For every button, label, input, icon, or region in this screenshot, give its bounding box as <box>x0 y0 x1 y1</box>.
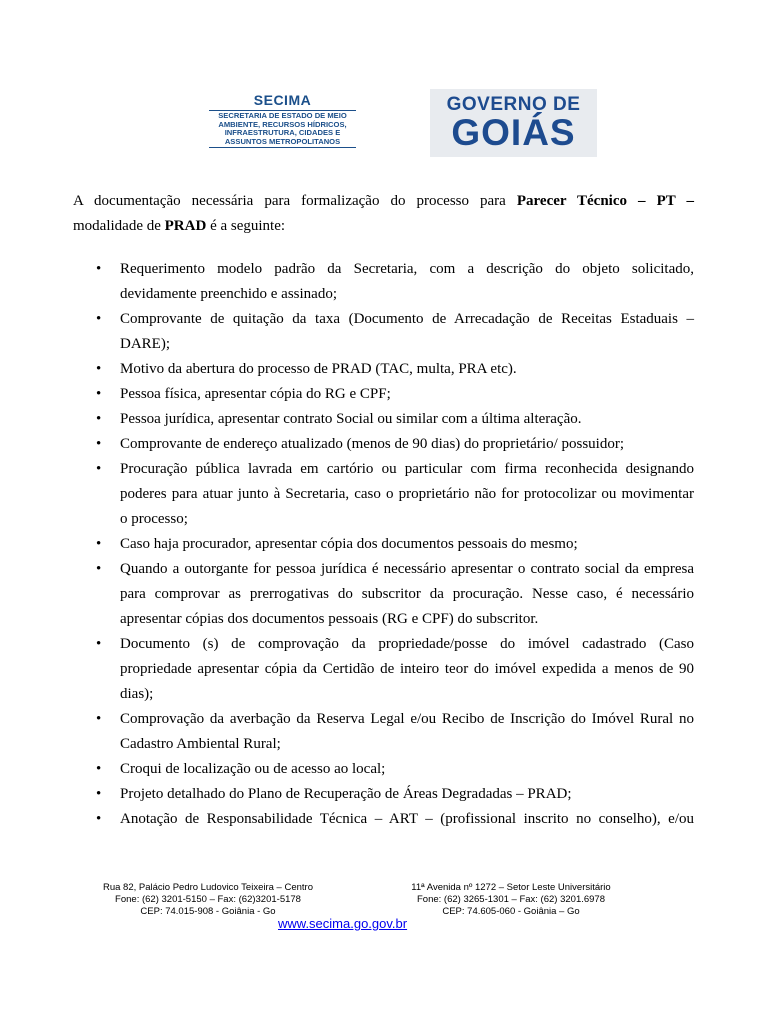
bullet-icon: • <box>96 711 102 727</box>
secima-logo-line: SECRETARIA DE ESTADO DE MEIO <box>218 111 347 120</box>
requirements-list <box>73 257 694 832</box>
footer-line: Fone: (62) 3265-1301 – Fax: (62) 3201.6978 <box>416 894 605 905</box>
goias-logo-bottom: GOIÁS <box>451 112 576 153</box>
footer-line: 11ª Avenida nº 1272 – Setor Leste Universitário <box>411 882 611 893</box>
footer-address-right <box>383 882 639 918</box>
intro-bold-parecer: Parecer Técnico – PT – <box>516 193 694 209</box>
secima-logo-line: ASSUNTOS METROPOLITANOS <box>224 136 341 146</box>
intro-text: é a seguinte: <box>206 218 286 234</box>
list-item-line: Projeto detalhado do Plano de Recuperação de Áreas Degradadas – PRAD; <box>120 786 572 802</box>
list-item-line: Comprovação da averbação da Reserva Legal e/ou Recibo de Inscrição do Imóvel Rural no <box>120 711 694 727</box>
list-item-text <box>120 357 694 382</box>
list-item-line: apresentar cópias dos documentos pessoais (RG e CPF) do subscritor. <box>120 611 539 627</box>
list-item-text <box>120 557 694 632</box>
list-item <box>73 382 694 407</box>
intro-line-1 <box>73 189 694 214</box>
list-item-text <box>120 532 694 557</box>
list-item-line: Motivo da abertura do processo de PRAD (TAC, multa, PRA etc). <box>120 361 517 377</box>
list-item <box>73 557 694 632</box>
bullet-icon: • <box>96 461 102 477</box>
list-item-text <box>120 782 694 807</box>
list-item-line: Caso haja procurador, apresentar cópia dos documentos pessoais do mesmo; <box>120 536 578 552</box>
list-item-line: Cadastro Ambiental Rural; <box>120 736 281 752</box>
bullet-icon: • <box>96 536 102 552</box>
intro-line-2 <box>73 214 694 239</box>
list-item-line: Anotação de Responsabilidade Técnica – ART – (profissional inscrito no conselho), e/ou <box>120 811 694 827</box>
list-item-line: Comprovante de quitação da taxa (Documento de Arrecadação de Receitas Estaduais – <box>120 311 694 327</box>
website-link[interactable]: www.secima.go.gov.br <box>278 916 408 931</box>
list-item-line: propriedade apresentar cópia da Certidão de inteiro teor do imóvel expedida a menos de 90 <box>120 661 694 677</box>
list-item-text <box>120 257 694 307</box>
list-item-line: DARE); <box>120 336 170 352</box>
list-item <box>73 357 694 382</box>
secima-logo-title: SECIMA <box>253 92 312 108</box>
footer-line: Rua 82, Palácio Pedro Ludovico Teixeira – Centro <box>102 882 313 893</box>
list-item-line: Pessoa jurídica, apresentar contrato Social ou similar com a última alteração. <box>120 411 582 427</box>
list-item-line: devidamente preenchido e assinado; <box>120 286 338 302</box>
footer-address-left <box>80 882 336 918</box>
list-item <box>73 632 694 707</box>
bullet-icon: • <box>96 561 102 577</box>
list-item <box>73 757 694 782</box>
secima-logo-subtitle <box>209 110 356 148</box>
bullet-icon: • <box>96 761 102 777</box>
list-item-line: Documento (s) de comprovação da propriedade/posse do imóvel cadastrado (Caso <box>120 636 694 652</box>
list-item-text <box>120 382 694 407</box>
list-item-line: Quando a outorgante for pessoa jurídica é necessário apresentar o contrato social da empresa <box>120 561 694 577</box>
list-item-text <box>120 807 694 832</box>
list-item-text <box>120 307 694 357</box>
governo-goias-logo <box>430 89 597 157</box>
goias-logo-top: GOVERNO DE <box>446 94 581 115</box>
list-item-line: o processo; <box>120 511 188 527</box>
footer-line: CEP: 74.015-908 - Goiânia - Go <box>140 906 276 917</box>
intro-paragraph <box>73 189 694 239</box>
list-item-text <box>120 757 694 782</box>
footer-line: Fone: (62) 3201-5150 – Fax: (62)3201-5178 <box>115 894 301 905</box>
list-item-text <box>120 632 694 707</box>
intro-text: modalidade de <box>73 218 165 234</box>
bullet-icon: • <box>96 261 102 277</box>
list-item <box>73 782 694 807</box>
bullet-icon: • <box>96 386 102 402</box>
list-item-text <box>120 407 694 432</box>
list-item <box>73 707 694 757</box>
list-item-line: Requerimento modelo padrão da Secretaria, com a descrição do objeto solicitado, <box>120 261 694 277</box>
list-item-line: Procuração pública lavrada em cartório ou particular com firma reconhecida designando <box>120 461 694 477</box>
intro-text: A documentação necessária para formalização do processo para <box>73 193 517 209</box>
list-item <box>73 432 694 457</box>
list-item-line: Croqui de localização ou de acesso ao local; <box>120 761 386 777</box>
footer-line: CEP: 74.605-060 - Goiânia – Go <box>442 906 580 917</box>
bullet-icon: • <box>96 811 102 827</box>
bullet-icon: • <box>96 411 102 427</box>
bullet-icon: • <box>96 311 102 327</box>
intro-bold-prad: PRAD <box>164 218 207 234</box>
secima-logo-line: INFRAESTRUTURA, CIDADES E <box>224 128 341 138</box>
bullet-icon: • <box>96 361 102 377</box>
list-item <box>73 807 694 832</box>
secima-logo-line: AMBIENTE, RECURSOS HÍDRICOS, <box>218 119 347 129</box>
list-item <box>73 532 694 557</box>
list-item <box>73 407 694 432</box>
bullet-icon: • <box>96 636 102 652</box>
list-item-line: para comprovar as prerrogativas do subscritor da procuração. Nesse caso, é necessário <box>120 586 694 602</box>
list-item-text <box>120 707 694 757</box>
bullet-icon: • <box>96 436 102 452</box>
list-item-text <box>120 457 694 532</box>
list-item-line: Pessoa física, apresentar cópia do RG e CPF; <box>120 386 391 402</box>
secima-logo <box>209 93 356 153</box>
list-item-line: Comprovante de endereço atualizado (menos de 90 dias) do proprietário/ possuidor; <box>120 436 625 452</box>
bullet-icon: • <box>96 786 102 802</box>
list-item <box>73 457 694 532</box>
list-item <box>73 257 694 307</box>
list-item-text <box>120 432 694 457</box>
list-item-line: poderes para atuar junto à Secretaria, caso o proprietário não for protocolizar ou movimentar <box>120 486 694 502</box>
list-item-line: dias); <box>120 686 154 702</box>
list-item <box>73 307 694 357</box>
